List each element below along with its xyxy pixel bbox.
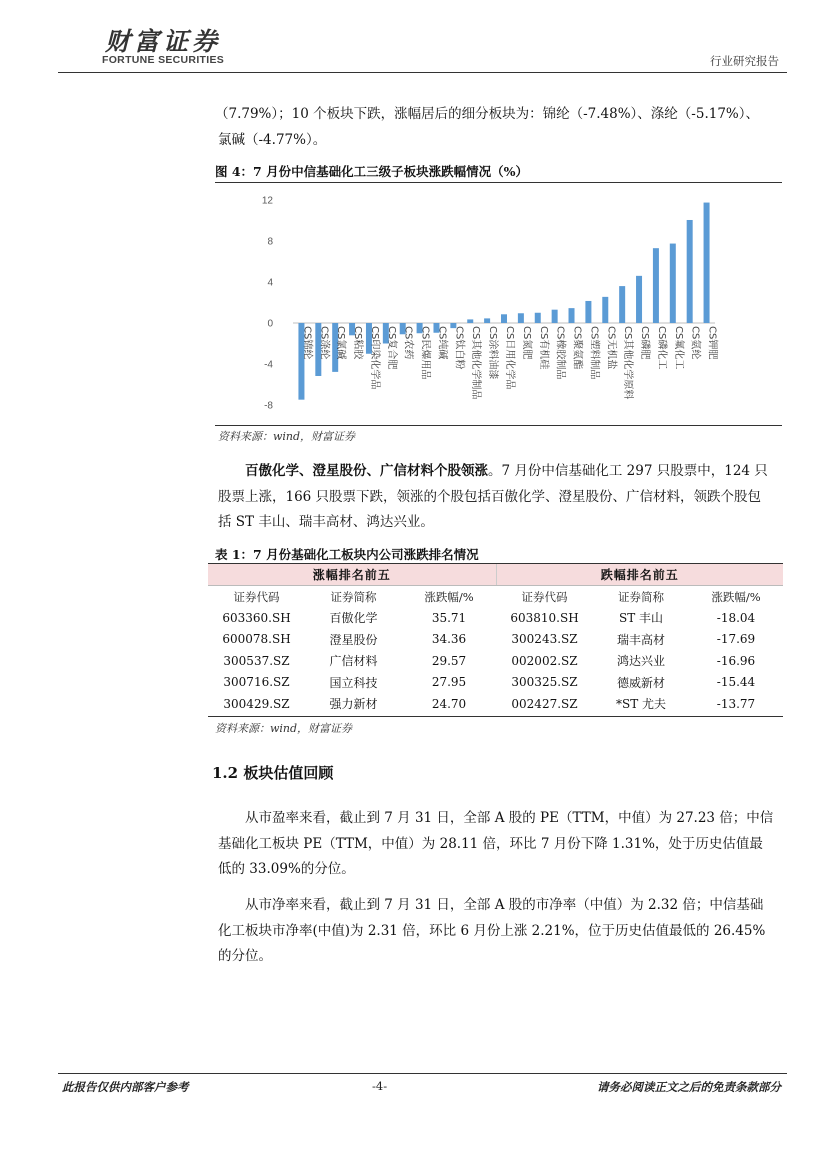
table-cell: 百傲化学	[329, 611, 378, 626]
table-cell: 国立科技	[329, 675, 378, 690]
bar	[467, 319, 473, 323]
footer-divider	[58, 1073, 787, 1074]
bar	[653, 248, 659, 323]
table-row	[208, 607, 783, 629]
table-cell: 300537.SZ	[223, 653, 290, 668]
table-cell: -15.44	[716, 675, 756, 690]
category-label: CS印染化学品	[368, 326, 380, 390]
table-source: 资料来源：wind，财富证券	[215, 722, 353, 735]
category-label: CS氟化工	[672, 326, 684, 370]
table-bottom-rule	[208, 716, 783, 717]
col-header: 涨跌幅/%	[424, 589, 474, 604]
category-label: CS氨纶	[689, 326, 701, 360]
bar	[552, 310, 558, 323]
table-cell: 强力新材	[329, 697, 378, 712]
table-row	[208, 629, 783, 651]
y-tick-label: 8	[267, 236, 273, 248]
pb-paragraph: 从市净率来看，截止到 7 月 31 日，全部 A 股的市净率（中值）为 2.32 倍；中信基础化工板块市净率(中值)为 2.31 倍，环比 6 月份上涨 2.21%，位于历史估值最低的 26.45%的分位。	[218, 897, 766, 964]
table-cell: 澄星股份	[329, 632, 378, 647]
col-header: 证券简称	[618, 589, 664, 604]
table-group-header	[208, 564, 783, 586]
y-tick-label: -8	[264, 400, 273, 412]
intro-line-2: 氯碱（-4.77%）。	[218, 131, 327, 148]
category-label: CS其他化学制品	[470, 326, 482, 400]
table-cell: 002427.SZ	[511, 696, 578, 711]
company-logo-en: FORTUNE SECURITIES	[102, 54, 225, 66]
bar	[636, 276, 642, 323]
y-tick-label: 12	[261, 195, 273, 207]
table-row	[208, 693, 783, 715]
table-cell: 002002.SZ	[511, 653, 578, 668]
header-divider	[58, 72, 787, 73]
group-up-header: 涨幅排名前五	[208, 564, 496, 586]
table-row	[208, 650, 783, 672]
category-label: CS氮肥	[520, 326, 532, 360]
category-label: CS氯碱	[335, 326, 347, 360]
category-label: CS塑料制品	[588, 326, 600, 380]
table-cell: 27.95	[431, 675, 467, 690]
bar	[535, 313, 541, 323]
chart-category-labels	[301, 326, 719, 399]
category-label: CS磷化工	[655, 326, 667, 370]
y-tick-label: -4	[264, 359, 273, 371]
intro-line-1: （7.79%）；10 个板块下跌，涨幅居后的细分板块为：锦纶（-7.48%）、涤纶（-5.17%）、	[215, 106, 760, 122]
table-cell: 德威新材	[616, 675, 665, 690]
bar	[687, 220, 693, 323]
y-tick-label: 0	[267, 318, 273, 330]
table-cell: 603360.SH	[222, 610, 291, 625]
category-label: CS无机盐	[605, 326, 617, 370]
bar	[602, 297, 608, 323]
table-cell: -18.04	[716, 610, 756, 625]
bar	[619, 286, 625, 323]
table-cell: 24.70	[431, 696, 467, 711]
bar	[585, 301, 591, 323]
category-label: CS涂料油漆	[487, 326, 499, 380]
category-label: CS钛白粉	[453, 326, 465, 370]
ranking-table	[208, 564, 783, 715]
table-cell: 600078.SH	[222, 632, 291, 647]
company-logo-cn: 财富证券	[105, 27, 222, 56]
bar	[670, 244, 676, 323]
table-cell: -13.77	[716, 696, 756, 711]
col-header: 证券代码	[521, 589, 568, 604]
table-cell: ST 丰山	[618, 611, 664, 626]
figure-source: 资料来源：wind，财富证券	[218, 430, 356, 443]
table-cell: -17.69	[716, 632, 756, 647]
category-label: CS涤纶	[318, 326, 330, 360]
table-row	[208, 672, 783, 694]
table-cell: 603810.SH	[510, 610, 579, 625]
table-cell: 广信材料	[329, 654, 378, 669]
bar-chart	[215, 184, 782, 424]
category-label: CS橡胶制品	[554, 326, 566, 380]
table-cell: 35.71	[431, 610, 467, 625]
category-label: CS有机硅	[537, 326, 549, 370]
col-header: 涨跌幅/%	[711, 589, 761, 604]
page-number: -4-	[372, 1079, 388, 1093]
col-header: 证券简称	[330, 589, 377, 604]
chart-bars	[298, 203, 709, 400]
category-label: CS民爆用品	[419, 326, 431, 380]
bar	[484, 318, 490, 323]
table-cell: *ST 尤夫	[615, 697, 667, 712]
table-cell: 300429.SZ	[223, 696, 290, 711]
table-cell: 300325.SZ	[511, 675, 578, 690]
table-cell: 34.36	[431, 632, 467, 647]
table-cell: -16.96	[716, 653, 756, 668]
category-label: CS钾肥	[706, 326, 718, 360]
leader-paragraph-text: 。7 月份中信基础化工 297 只股票中，124 只股票上涨，166 只股票下跌，领涨的个股包括百傲化学、澄星股份、广信材料，领跌个股包括 ST 丰山、瑞丰高材、鸿达兴业。	[218, 463, 768, 530]
bar	[704, 203, 710, 323]
table-title: 表 1：7 月份基础化工板块内公司涨跌排名情况	[215, 547, 479, 562]
category-label: CS粘胶	[352, 326, 364, 360]
figure-bottom-rule	[215, 425, 782, 426]
leader-paragraph-bold: 百傲化学、澄星股份、广信材料个股领涨	[245, 463, 488, 479]
table-cell: 300716.SZ	[223, 675, 290, 690]
group-down-header: 跌幅排名前五	[496, 564, 783, 586]
figure-title: 图 4：7 月份中信基础化工三级子板块涨跌幅情况（%）	[215, 164, 528, 179]
category-label: CS纯碱	[436, 326, 448, 360]
category-label: CS复合肥	[385, 326, 397, 370]
footer-disclaimer-right: 请务必阅读正文之后的免责条款部分	[597, 1080, 781, 1094]
section-heading: 1.2 板块估值回顾	[212, 764, 334, 782]
y-tick-label: 4	[267, 277, 273, 289]
intro-paragraph	[215, 102, 774, 153]
category-label: CS磷肥	[639, 326, 651, 360]
pe-paragraph: 从市盈率来看，截止到 7 月 31 日，全部 A 股的 PE（TTM，中值）为 27.23 倍；中信基础化工板块 PE（TTM，中值）为 28.11 倍，环比 7 月份下降 1.31%，处于历史估值最低的 33.09%的分位。	[218, 810, 774, 877]
category-label: CS日用化学品	[504, 326, 515, 390]
table-cell: 瑞丰高材	[616, 632, 665, 647]
table-column-header	[208, 586, 783, 608]
footer-disclaimer-left: 此报告仅供内部客户参考	[62, 1080, 189, 1094]
col-header: 证券代码	[233, 589, 280, 604]
table-cell: 300243.SZ	[511, 632, 578, 647]
category-label: CS其他化学原料	[622, 326, 634, 400]
leader-paragraph	[218, 459, 774, 536]
bar	[501, 314, 507, 323]
bar	[569, 308, 575, 323]
category-label: CS农药	[402, 326, 414, 360]
figure-top-rule	[215, 182, 782, 183]
category-label: CS聚氨酯	[571, 326, 583, 370]
table-cell: 29.57	[431, 653, 467, 668]
bar	[518, 313, 524, 323]
category-label: CS锦纶	[301, 326, 313, 360]
report-type: 行业研究报告	[710, 54, 779, 68]
table-cell: 鸿达兴业	[616, 654, 665, 669]
